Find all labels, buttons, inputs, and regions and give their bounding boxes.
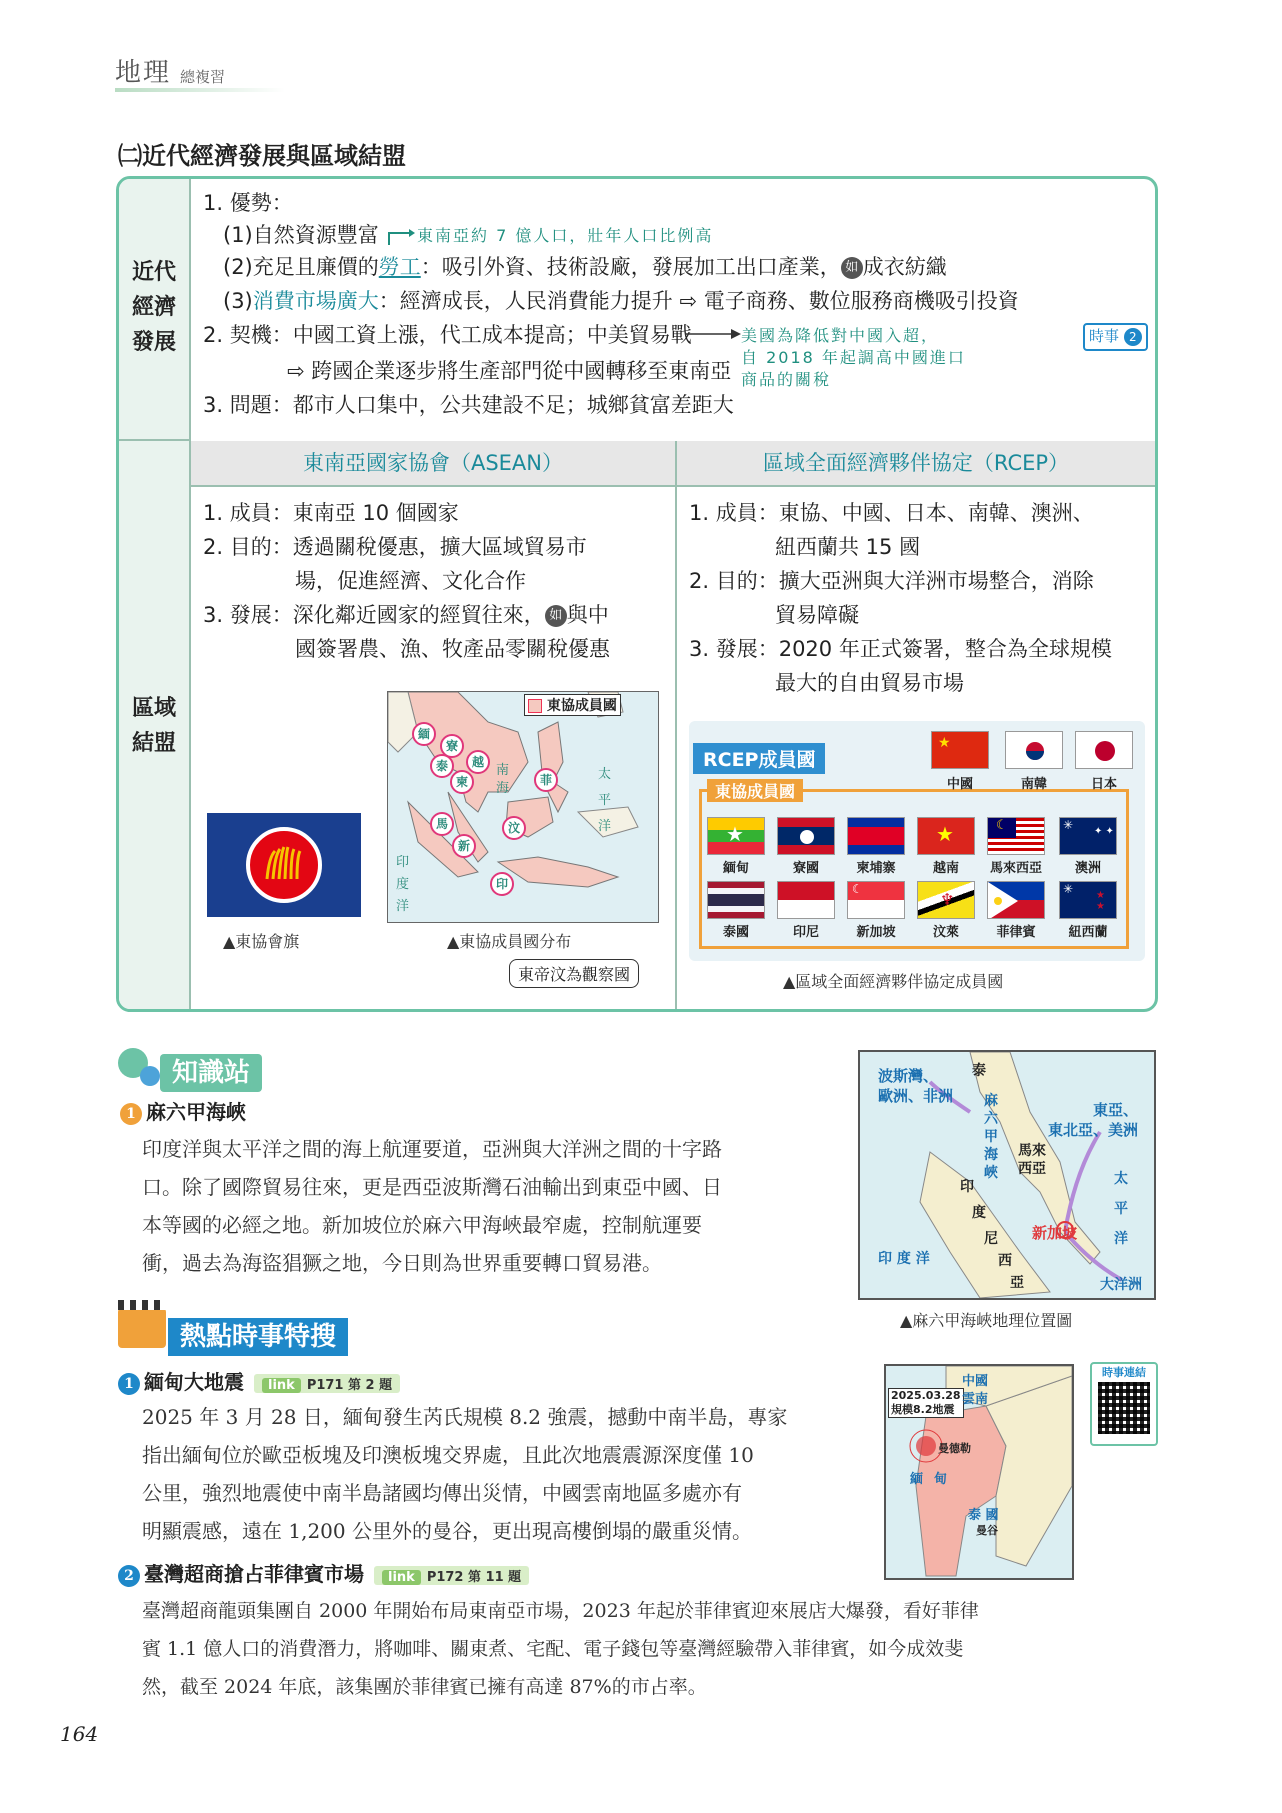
current-events-tag-label: 時事	[1089, 327, 1120, 345]
map-char: 麻	[984, 1093, 998, 1109]
asean-purpose: 2. 目的：透過關稅優惠，擴大區域貿易市	[203, 535, 587, 559]
hot-item-1-paragraph	[142, 1398, 787, 1550]
rcep-members-cont: 紐西蘭共 15 國	[775, 535, 921, 559]
map-label-pacific	[1114, 1164, 1130, 1254]
hot-topics-badge: 熱點時事特搜	[168, 1318, 348, 1356]
econ-line-4a: (3)	[223, 289, 253, 313]
map-label-indo-1: 印	[960, 1179, 974, 1195]
map-label-cambodia: 柬	[450, 770, 474, 794]
asean-purpose-cont: 場，促進經濟、文化合作	[295, 569, 526, 593]
link-icon: link	[262, 1378, 301, 1393]
sea-label-pacific	[598, 762, 612, 840]
asean-subpanel-title: 東協成員國	[707, 779, 803, 802]
quake-magnitude: 規模8.2地震	[891, 1403, 955, 1416]
qr-code[interactable]	[1090, 1362, 1158, 1446]
current-events-tag-number: 2	[1124, 328, 1142, 346]
flag-label-australia: 澳洲	[1074, 861, 1101, 876]
page-number: 164	[60, 1722, 99, 1746]
flag-laos	[777, 817, 835, 855]
flag-label-singapore: 新加坡	[856, 925, 896, 940]
map-char: 六	[984, 1111, 998, 1127]
knowledge-paragraph	[142, 1130, 722, 1282]
asean-flag-caption: ▲東協會旗	[223, 932, 300, 951]
flag-china: ★	[931, 731, 989, 769]
map-label-malaysia: 馬	[430, 812, 454, 836]
flag-singapore: ☾	[847, 881, 905, 919]
econ-note-tariff-3: 商品的關稅	[741, 370, 832, 389]
knowledge-line: 口。除了國際貿易往來，更是西亞波斯灣石油輸出到東亞中國、日	[142, 1175, 722, 1199]
map-label-indo-4: 西	[998, 1253, 1012, 1269]
flag-label-myanmar: 緬甸	[722, 861, 749, 876]
rcep-panel	[689, 721, 1145, 961]
arrow-icon	[685, 327, 741, 341]
sea-label-south-china	[496, 762, 510, 798]
econ-line-3	[223, 251, 947, 281]
flag-label-new-zealand: 紐西蘭	[1068, 925, 1108, 940]
econ-note-tariff-2: 自 2018 年起調高中國進口	[741, 348, 966, 367]
econ-line-3c: ：吸引外資、技術設廠，發展加工出口產業，	[420, 255, 841, 279]
hot-item-1-line: 指出緬甸位於歐亞板塊及印澳板塊交界處，且此次地震震源深度僅 10	[142, 1443, 754, 1467]
map-char: 甲	[984, 1129, 998, 1145]
map-label-thailand: 泰 國	[968, 1508, 999, 1523]
flag-cambodia	[847, 817, 905, 855]
knowledge-item-title	[120, 1096, 246, 1125]
map-label-line: 馬來	[1018, 1143, 1046, 1159]
map-label-east	[1048, 1100, 1138, 1140]
flag-indonesia	[777, 881, 835, 919]
rcep-header: 區域全面經濟夥伴協定（RCEP）	[677, 441, 1155, 487]
asean-emblem-icon	[207, 813, 361, 917]
hot-item-1-link[interactable]	[254, 1374, 400, 1393]
econ-line-7: 3. 問題：都市人口集中，公共建設不足；城鄉貧富差距大	[203, 393, 734, 417]
map-label-indo-3: 尼	[984, 1231, 998, 1247]
map-char: 峽	[984, 1165, 998, 1181]
map-label-line: 西亞	[1018, 1161, 1046, 1177]
flag-label-malaysia: 馬來西亞	[989, 861, 1042, 876]
map-label-singapore: 新加坡	[1032, 1224, 1078, 1242]
earthquake-map	[884, 1364, 1074, 1580]
map-label-china: 中國	[962, 1374, 989, 1389]
map-label-indian-ocean: 印 度 洋	[878, 1251, 930, 1267]
sea-char: 度	[396, 877, 410, 892]
asean-map-caption: ▲東協成員國分布	[447, 932, 572, 951]
region-label-1: 區域	[131, 696, 176, 721]
sea-char: 印	[396, 855, 410, 870]
rcep-development-cont: 最大的自由貿易市場	[775, 671, 964, 695]
econ-line-6: ⇨ 跨國企業逐步將生產部門從中國轉移至東南亞	[287, 359, 732, 383]
econ-note-population: 東南亞約 7 億人口，壯年人口比例高	[417, 226, 714, 245]
map-label-singapore: 新	[452, 834, 476, 858]
asean-header: 東南亞國家協會（ASEAN）	[191, 441, 677, 487]
econ-line-1: 1. 優勢：	[203, 191, 293, 215]
map-label-thai: 泰	[972, 1063, 986, 1079]
hot-item-2-line: 賓 1.1 億人口的消費潛力，將咖啡、關東煮、宅配、電子錢包等臺灣經驗帶入菲律賓，如今成效斐	[142, 1638, 964, 1660]
hot-item-2-link[interactable]	[374, 1566, 529, 1585]
flag-label-cambodia: 柬埔寨	[856, 861, 896, 876]
qr-label: 時事連結	[1102, 1366, 1146, 1379]
hot-item-1-line: 2025 年 3 月 28 日，緬甸發生芮氏規模 8.2 強震，撼動中南半島，專家	[142, 1405, 788, 1429]
sea-label-indian	[396, 852, 410, 918]
flag-new-zealand: ✳ ★ ★	[1059, 881, 1117, 919]
knowledge-line: 本等國的必經之地。新加坡位於麻六甲海峽最窄處，控制航運要	[142, 1213, 702, 1237]
map-label-philippines: 菲	[534, 768, 558, 792]
map-label-west	[878, 1066, 953, 1106]
hot-item-2-line: 然，截至 2024 年底，該集團於菲律賓已擁有高達 87%的市占率。	[142, 1676, 707, 1698]
flag-label-philippines: 菲律賓	[996, 925, 1036, 940]
flag-label-indonesia: 印尼	[792, 925, 819, 940]
qr-code-icon	[1098, 1382, 1150, 1434]
econ-note-tariff-1: 美國為降低對中國入超，	[741, 326, 940, 345]
knowledge-item-number: 1	[120, 1103, 142, 1125]
map-label-line: 東北亞、美洲	[1048, 1121, 1139, 1139]
hot-item-2-title	[118, 1558, 529, 1587]
rcep-panel-title: RCEP成員國	[693, 743, 825, 774]
econ-line-4	[223, 285, 1019, 315]
current-events-tag	[1083, 323, 1148, 351]
map-label-malaysia	[1018, 1142, 1046, 1178]
sea-char: 洋	[396, 899, 410, 914]
flag-vietnam: ★	[917, 817, 975, 855]
map-label-laos: 寮	[440, 734, 464, 758]
flag-label-laos: 寮國	[792, 861, 819, 876]
hot-item-1-line: 明顯震感，遠在 1,200 公里外的曼谷，更出現高樓倒塌的嚴重災情。	[142, 1519, 752, 1543]
flag-thailand	[707, 881, 765, 919]
column-divider	[675, 487, 677, 1012]
map-label-line: 東亞、	[1093, 1101, 1139, 1119]
flag-south-korea	[1005, 731, 1063, 769]
sea-char: 洋	[598, 819, 612, 834]
knowledge-badge: 知識站	[160, 1054, 262, 1092]
econ-label-3: 發展	[131, 330, 176, 355]
map-label-vietnam: 越	[466, 750, 490, 774]
map-label-mandalay: 曼德勒	[938, 1442, 971, 1455]
flag-label-china: 中國	[946, 777, 973, 792]
knowledge-line: 印度洋與太平洋之間的海上航運要道，亞洲與大洋洲之間的十字路	[142, 1137, 722, 1161]
knowledge-item-title-text: 麻六甲海峽	[146, 1100, 246, 1124]
header-title: 地理	[115, 58, 172, 88]
econ-keyword-market: 消費市場廣大	[252, 289, 379, 313]
example-icon: 如	[545, 605, 567, 627]
quake-date: 2025.03.28	[891, 1389, 961, 1402]
map-legend	[524, 694, 621, 716]
map-label-indonesia: 印	[490, 872, 514, 896]
flag-label-south-korea: 南韓	[1020, 777, 1047, 792]
hot-item-2-line: 臺灣超商龍頭集團自 2000 年開始布局東南亞市場，2023 年起於菲律賓迎來展店大爆發，看好菲律	[142, 1600, 979, 1622]
asean-development	[203, 599, 609, 629]
rcep-purpose: 2. 目的：擴大亞洲與大洋洲市場整合，消除	[689, 569, 1094, 593]
map-label-bangkok: 曼谷	[976, 1524, 998, 1537]
map-label-yunnan: 雲南	[962, 1392, 989, 1407]
flag-japan	[1075, 731, 1133, 769]
hot-item-2-paragraph	[142, 1592, 979, 1706]
flag-philippines	[987, 881, 1045, 919]
rcep-purpose-cont: 貿易障礙	[775, 603, 859, 627]
econ-keyword-labor: 勞工	[378, 255, 421, 279]
hot-item-1-line: 公里，強烈地震使中南半島諸國均傳出災情，中國雲南地區多處亦有	[142, 1481, 742, 1505]
map-legend-text: 東協成員國	[546, 698, 617, 714]
map-label-myanmar-1: 緬	[910, 1472, 924, 1487]
clapperboard-icon	[118, 1308, 166, 1348]
econ-label-cell	[119, 179, 191, 441]
quake-label	[888, 1388, 964, 1418]
flag-label-thailand: 泰國	[722, 925, 749, 940]
asean-development-text: 3. 發展：深化鄰近國家的經貿往來，	[203, 603, 545, 627]
map-char: 洋	[1114, 1231, 1128, 1247]
example-icon: 如	[841, 257, 863, 279]
flag-australia: ✳ ✦ ✦	[1059, 817, 1117, 855]
gear-icon	[140, 1066, 160, 1086]
hot-item-2-ref: P172 第 11 題	[426, 1570, 522, 1585]
map-label-brunei: 汶	[502, 816, 526, 840]
sea-char: 太	[598, 767, 612, 782]
asean-development-text-b: 與中	[566, 603, 609, 627]
flag-myanmar: ★	[707, 817, 765, 855]
flag-label-japan: 日本	[1090, 777, 1117, 792]
asean-development-cont: 國簽署農、漁、牧產品零關稅優惠	[295, 637, 610, 661]
map-label-thailand: 泰	[430, 754, 454, 778]
map-label-myanmar: 緬	[412, 722, 436, 746]
flag-malaysia: ☾	[987, 817, 1045, 855]
region-label-2: 結盟	[131, 731, 176, 756]
map-label-oceania: 大洋洲	[1100, 1277, 1142, 1293]
econ-line-2: (1)自然資源豐富	[223, 223, 379, 247]
map-label-indo-5: 亞	[1010, 1275, 1024, 1291]
map-label-malacca-strait	[984, 1092, 1000, 1182]
sea-char: 海	[496, 781, 510, 796]
flag-label-brunei: 汶萊	[932, 925, 959, 940]
flag-label-vietnam: 越南	[932, 861, 959, 876]
econ-label-1: 近代	[131, 260, 176, 285]
asean-map	[387, 691, 659, 923]
sea-char: 平	[598, 793, 612, 808]
econ-line-3a: (2)充足且廉價的	[223, 255, 379, 279]
map-label-myanmar-2: 甸	[934, 1472, 948, 1487]
rcep-development: 3. 發展：2020 年正式簽署，整合為全球規模	[689, 637, 1112, 661]
header-subtitle: 總複習	[180, 68, 226, 86]
map-char: 平	[1114, 1201, 1128, 1217]
malacca-map	[858, 1050, 1156, 1300]
knowledge-line: 衝，過去為海盜猖獗之地，今日則為世界重要轉口貿易港。	[142, 1251, 662, 1275]
hot-item-2-title-text: 臺灣超商搶占菲律賓市場	[144, 1562, 364, 1586]
econ-label-2: 經濟	[131, 295, 176, 320]
asean-members: 1. 成員：東南亞 10 個國家	[203, 501, 459, 525]
observer-note: 東帝汶為觀察國	[509, 959, 639, 988]
hot-item-2-number: 2	[118, 1565, 140, 1587]
map-label-indo-2: 度	[972, 1205, 986, 1221]
hot-item-1-title	[118, 1366, 400, 1395]
link-icon: link	[382, 1570, 421, 1585]
summary-table	[116, 176, 1158, 1012]
asean-flag	[207, 813, 361, 917]
map-char: 太	[1114, 1171, 1128, 1187]
map-char: 海	[984, 1147, 998, 1163]
hot-item-1-title-text: 緬甸大地震	[144, 1370, 244, 1394]
econ-line-5: 2. 契機：中國工資上漲，代工成本提高；中美貿易戰	[203, 323, 692, 347]
header-underline	[115, 88, 285, 92]
econ-line-3d: 成衣紡織	[862, 255, 947, 279]
hot-item-1-number: 1	[118, 1373, 140, 1395]
sea-char: 南	[496, 763, 510, 778]
rcep-members: 1. 成員：東協、中國、日本、南韓、澳洲、	[689, 501, 1094, 525]
map-label-line: 波斯灣、	[878, 1067, 939, 1085]
section-title: ㈡近代經濟發展與區域結盟	[118, 142, 406, 170]
econ-line-4c: ：經濟成長，人民消費能力提升 ⇨ 電子商務、數位服務商機吸引投資	[378, 289, 1019, 313]
map-label-line: 歐洲、非洲	[878, 1087, 954, 1105]
region-label-cell	[119, 441, 191, 1012]
hot-item-1-ref: P171 第 2 題	[306, 1378, 393, 1393]
rcep-caption: ▲區域全面經濟夥伴協定成員國	[783, 972, 1004, 991]
flag-brunei: ♆	[917, 881, 975, 919]
malacca-map-caption: ▲麻六甲海峽地理位置圖	[900, 1311, 1073, 1330]
